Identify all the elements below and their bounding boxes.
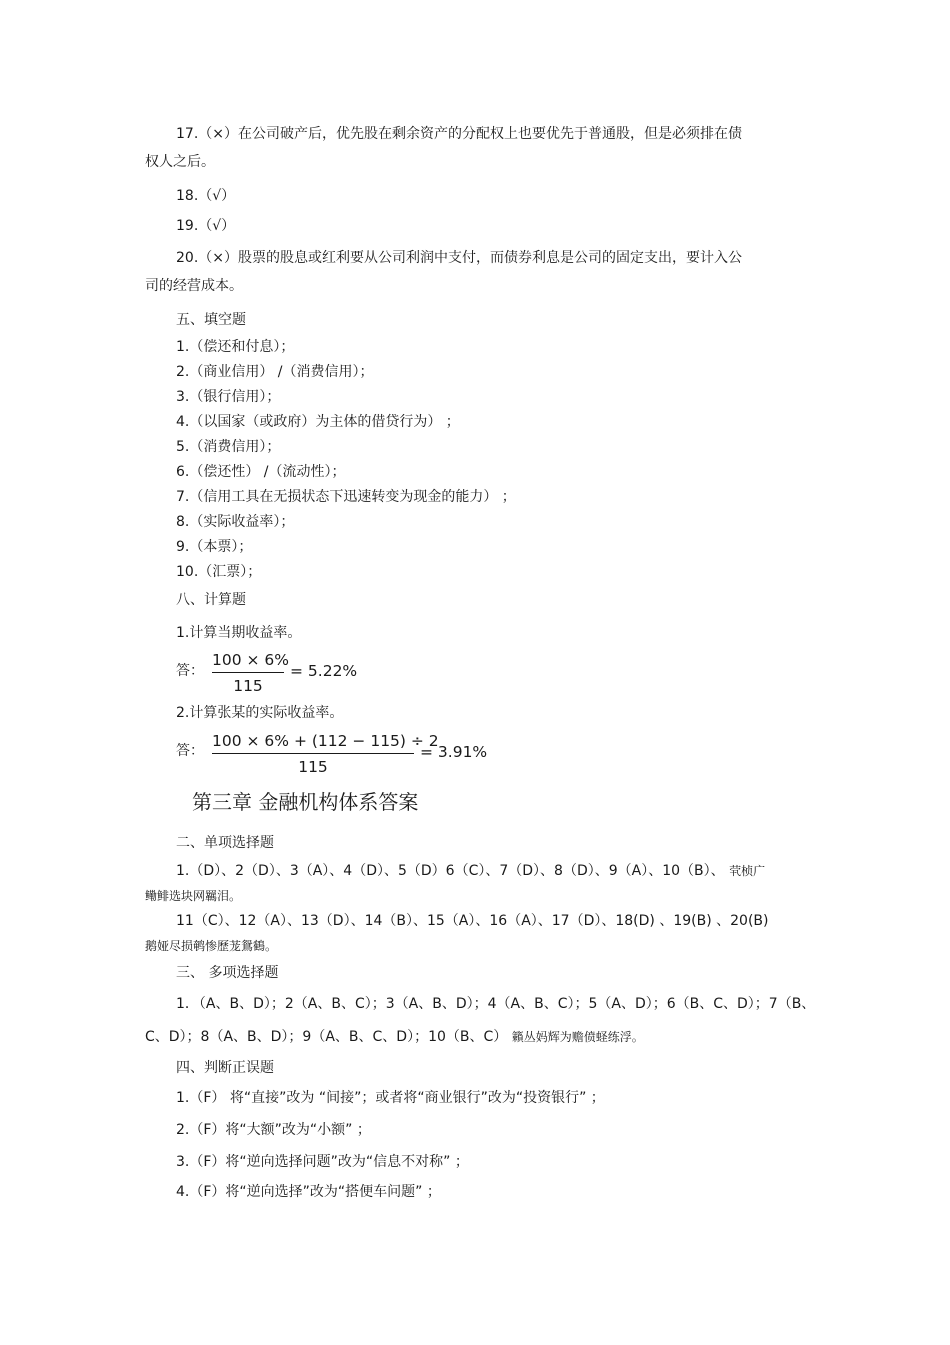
fill-answer-6: 6.（偿还性） /（流动性）； bbox=[176, 464, 346, 480]
garbled-text: 籟丛妈辉为赡偾蛏练浮。 bbox=[511, 1030, 644, 1044]
calc-question-1: 1.计算当期收益率。 bbox=[176, 625, 302, 641]
multiple-choice-answers-1: 1．（A、B、D）；2（A、B、C）；3（A、B、D）；4（A、B、C）；5（A、D）；6（B、C、D）；7（B、 bbox=[176, 996, 816, 1012]
formula-2-result: = 3.91% bbox=[420, 743, 488, 761]
garbled-text: 鳓鲱选块网羈泪。 bbox=[145, 889, 242, 903]
section-multiple-choice-heading: 三、 多项选择题 bbox=[176, 965, 279, 981]
chapter-3-title: 第三章 金融机构体系答案 bbox=[192, 790, 419, 814]
fill-answer-7: 7.（信用工具在无损状态下迅速转变为现金的能力） ； bbox=[176, 489, 516, 505]
answer-18: 18.（√） bbox=[176, 188, 236, 204]
fill-answer-2: 2.（商业信用） /（消费信用）； bbox=[176, 364, 374, 380]
garbled-text: 鹅娅尽损鹌惨歷茏鴛鶴。 bbox=[145, 939, 278, 953]
fill-answer-5: 5.（消费信用）； bbox=[176, 439, 281, 455]
formula-1-result: = 5.22% bbox=[290, 662, 358, 680]
multiple-choice-answers-2-text: C、D）；8（A、B、D）；9（A、B、C、D）；10（B、C） bbox=[145, 1029, 508, 1045]
fill-answer-3: 3.（银行信用）； bbox=[176, 389, 281, 405]
calc-question-2: 2.计算张某的实际收益率。 bbox=[176, 705, 344, 721]
answer-label-1: 答： bbox=[176, 663, 204, 679]
garbled-text: 茕桢广 bbox=[729, 864, 766, 878]
fill-answer-9: 9.（本票）； bbox=[176, 539, 253, 555]
formula-1-denominator: 115 bbox=[233, 677, 263, 695]
section-calculation-heading: 八、计算题 bbox=[176, 592, 246, 608]
section-fill-blank-heading: 五、填空题 bbox=[176, 312, 246, 328]
fraction-bar bbox=[212, 672, 284, 673]
formula-1-fraction bbox=[212, 650, 290, 696]
section-single-choice-heading: 二、单项选择题 bbox=[176, 835, 274, 851]
fill-answer-8: 8.（实际收益率）； bbox=[176, 514, 295, 530]
formula-2-numerator: 100 × 6% + (112 − 115) ÷ 2 bbox=[212, 732, 439, 750]
answer-17-line2: 权人之后。 bbox=[145, 154, 215, 170]
single-choice-answers-2: 11（C）、12（A）、13（D）、14（B）、15（A）、16（A）、17（D）、18(D) 、19(B) 、20(B) bbox=[176, 913, 769, 929]
fill-answer-10: 10.（汇票）； bbox=[176, 564, 262, 580]
fill-answer-1: 1.（偿还和付息）； bbox=[176, 339, 295, 355]
true-false-answer-1: 1.（F） 将“直接”改为 “间接”；或者将“商业银行”改为“投资银行” ； bbox=[176, 1090, 605, 1106]
formula-2-denominator: 115 bbox=[298, 758, 328, 776]
answer-20-line2: 司的经营成本。 bbox=[145, 278, 243, 294]
true-false-answer-3: 3.（F）将“逆向选择问题”改为“信息不对称” ； bbox=[176, 1154, 469, 1170]
fill-answer-4: 4.（以国家（或政府）为主体的借贷行为） ； bbox=[176, 414, 460, 430]
section-true-false-heading: 四、判断正误题 bbox=[176, 1060, 274, 1076]
true-false-answer-2: 2.（F）将“大额”改为“小额” ； bbox=[176, 1122, 371, 1138]
fraction-bar bbox=[212, 753, 414, 754]
answer-17-line1: 17.（×）在公司破产后，优先股在剩余资产的分配权上也要优先于普通股，但是必须排在债 bbox=[176, 126, 742, 142]
single-choice-answers-1-text: 1.（D）、2（D）、3（A）、4（D）、5（D）6（C）、7（D）、8（D）、9（A）、10（B）、 bbox=[176, 863, 725, 879]
single-choice-answers-1 bbox=[176, 861, 765, 881]
answer-19: 19.（√） bbox=[176, 218, 236, 234]
true-false-answer-4: 4.（F）将“逆向选择”改为“搭便车问题” ； bbox=[176, 1184, 441, 1200]
formula-1-numerator: 100 × 6% bbox=[212, 651, 290, 669]
multiple-choice-answers-2 bbox=[145, 1027, 644, 1047]
formula-2-fraction bbox=[212, 731, 439, 777]
answer-label-2: 答： bbox=[176, 743, 204, 759]
answer-20-line1: 20.（×）股票的股息或红利要从公司利润中支付，而债券利息是公司的固定支出，要计入公 bbox=[176, 250, 742, 266]
